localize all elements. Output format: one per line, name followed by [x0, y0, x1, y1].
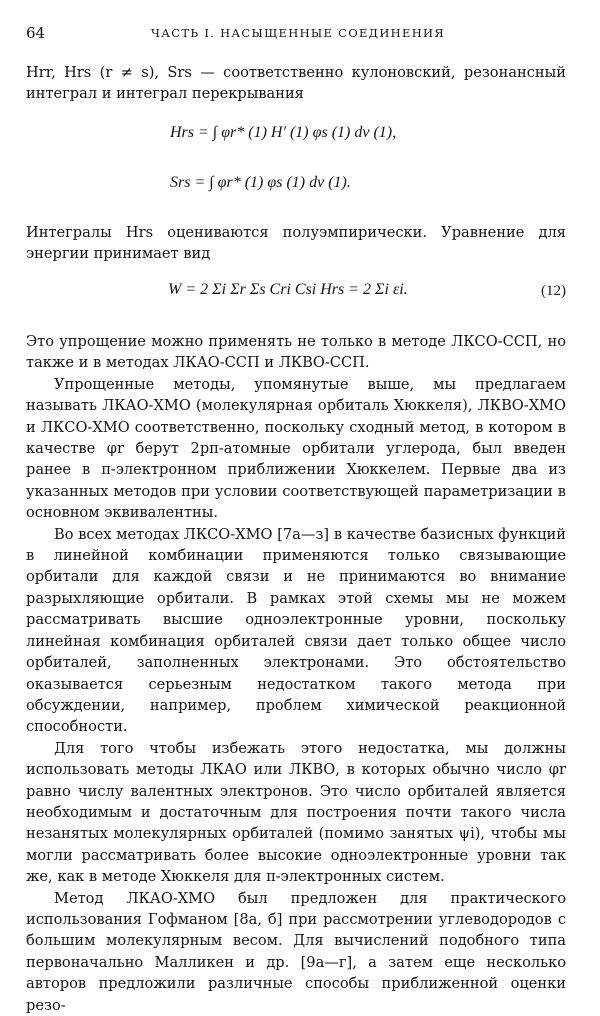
- running-title: ЧАСТЬ I. НАСЫЩЕННЫЕ СОЕДИНЕНИЯ: [151, 26, 445, 40]
- intro-line-1: Hrr, Hrs (r ≠ s), Srs — соответственно кулоновский, резонансный: [26, 64, 566, 81]
- paragraph-6: Метод ЛКАО-ХМО был предложен для практического использования Гофманом [8а, б] при рассмотрении углеводородов с большим молекулярным весом. Для вычислений подобного типа первоначально Малликен и др. [9а—г], а затем еще несколько авторов предложили различные способы приближенной оценки резо-: [26, 889, 566, 1014]
- equation-energy: W = 2 Σi Σr Σs Cri Csi Hrs = 2 Σi εi.: [168, 281, 408, 298]
- paragraph-3: Упрощенные методы, упомянутые выше, мы предлагаем называть ЛКАО-ХМО (молекулярная орбиталь Хюккеля), ЛКВО-ХМО и ЛКСО-ХМО соответственно, поскольку сходный метод, в котором в качестве φr берут 2pπ-атомные орбитали углерода, был введен ранее в π-электронном приближении Хюккелем. Первые два из указанных методов при условии соответствующей параметризации в основном эквивалентны.: [26, 375, 566, 522]
- paragraph-4: Во всех методах ЛКСО-ХМО [7а—з] в качестве базисных функций в линейной комбинации применяются только связывающие орбитали для каждой связи и не принимаются во внимание разрыхляющие орбитали. В рамках этой схемы мы не можем рассматривать высшие одноэлектронные уровни, поскольку линейная комбинация орбиталей связи дает только общее число орбиталей, заполненных электронами. Это обстоятельство оказывается серьезным недостатком такого метода при обсуждении, например, проблем химической реакционной способности.: [26, 525, 566, 736]
- equation-hrs: Hrs = ∫ φr* (1) H′ (1) φs (1) dv (1),: [170, 124, 397, 141]
- intro-text: [26, 62, 566, 105]
- paragraph-2: Это упрощение можно применять не только в методе ЛКСО-ССП, но также и в методах ЛКАО-ССП и ЛКВО-ССП.: [26, 333, 566, 372]
- page-header: [26, 24, 570, 42]
- equation-number: (12): [541, 283, 566, 299]
- page-number: 64: [26, 24, 46, 42]
- body-text: [26, 331, 566, 1016]
- equation-srs: Srs = ∫ φr* (1) φs (1) dv (1).: [170, 174, 351, 191]
- paragraph-1: Интегралы Hrs оцениваются полуэмпирически. Уравнение для энергии принимает вид: [26, 224, 566, 263]
- paragraph-integrals: [26, 222, 566, 265]
- intro-line-2: интеграл и интеграл перекрывания: [26, 85, 304, 103]
- paragraph-5: Для того чтобы избежать этого недостатка, мы должны использовать методы ЛКАО или ЛКВО, в которых обычно число φr равно числу валентных электронов. Это число орбиталей является необходимым и достаточным для построения почти такого числа незанятых молекулярных орбиталей (помимо занятых ψi), чтобы мы могли рассматривать более высокие одноэлектронные уровни так же, как в методе Хюккеля для π-электронных систем.: [26, 739, 566, 886]
